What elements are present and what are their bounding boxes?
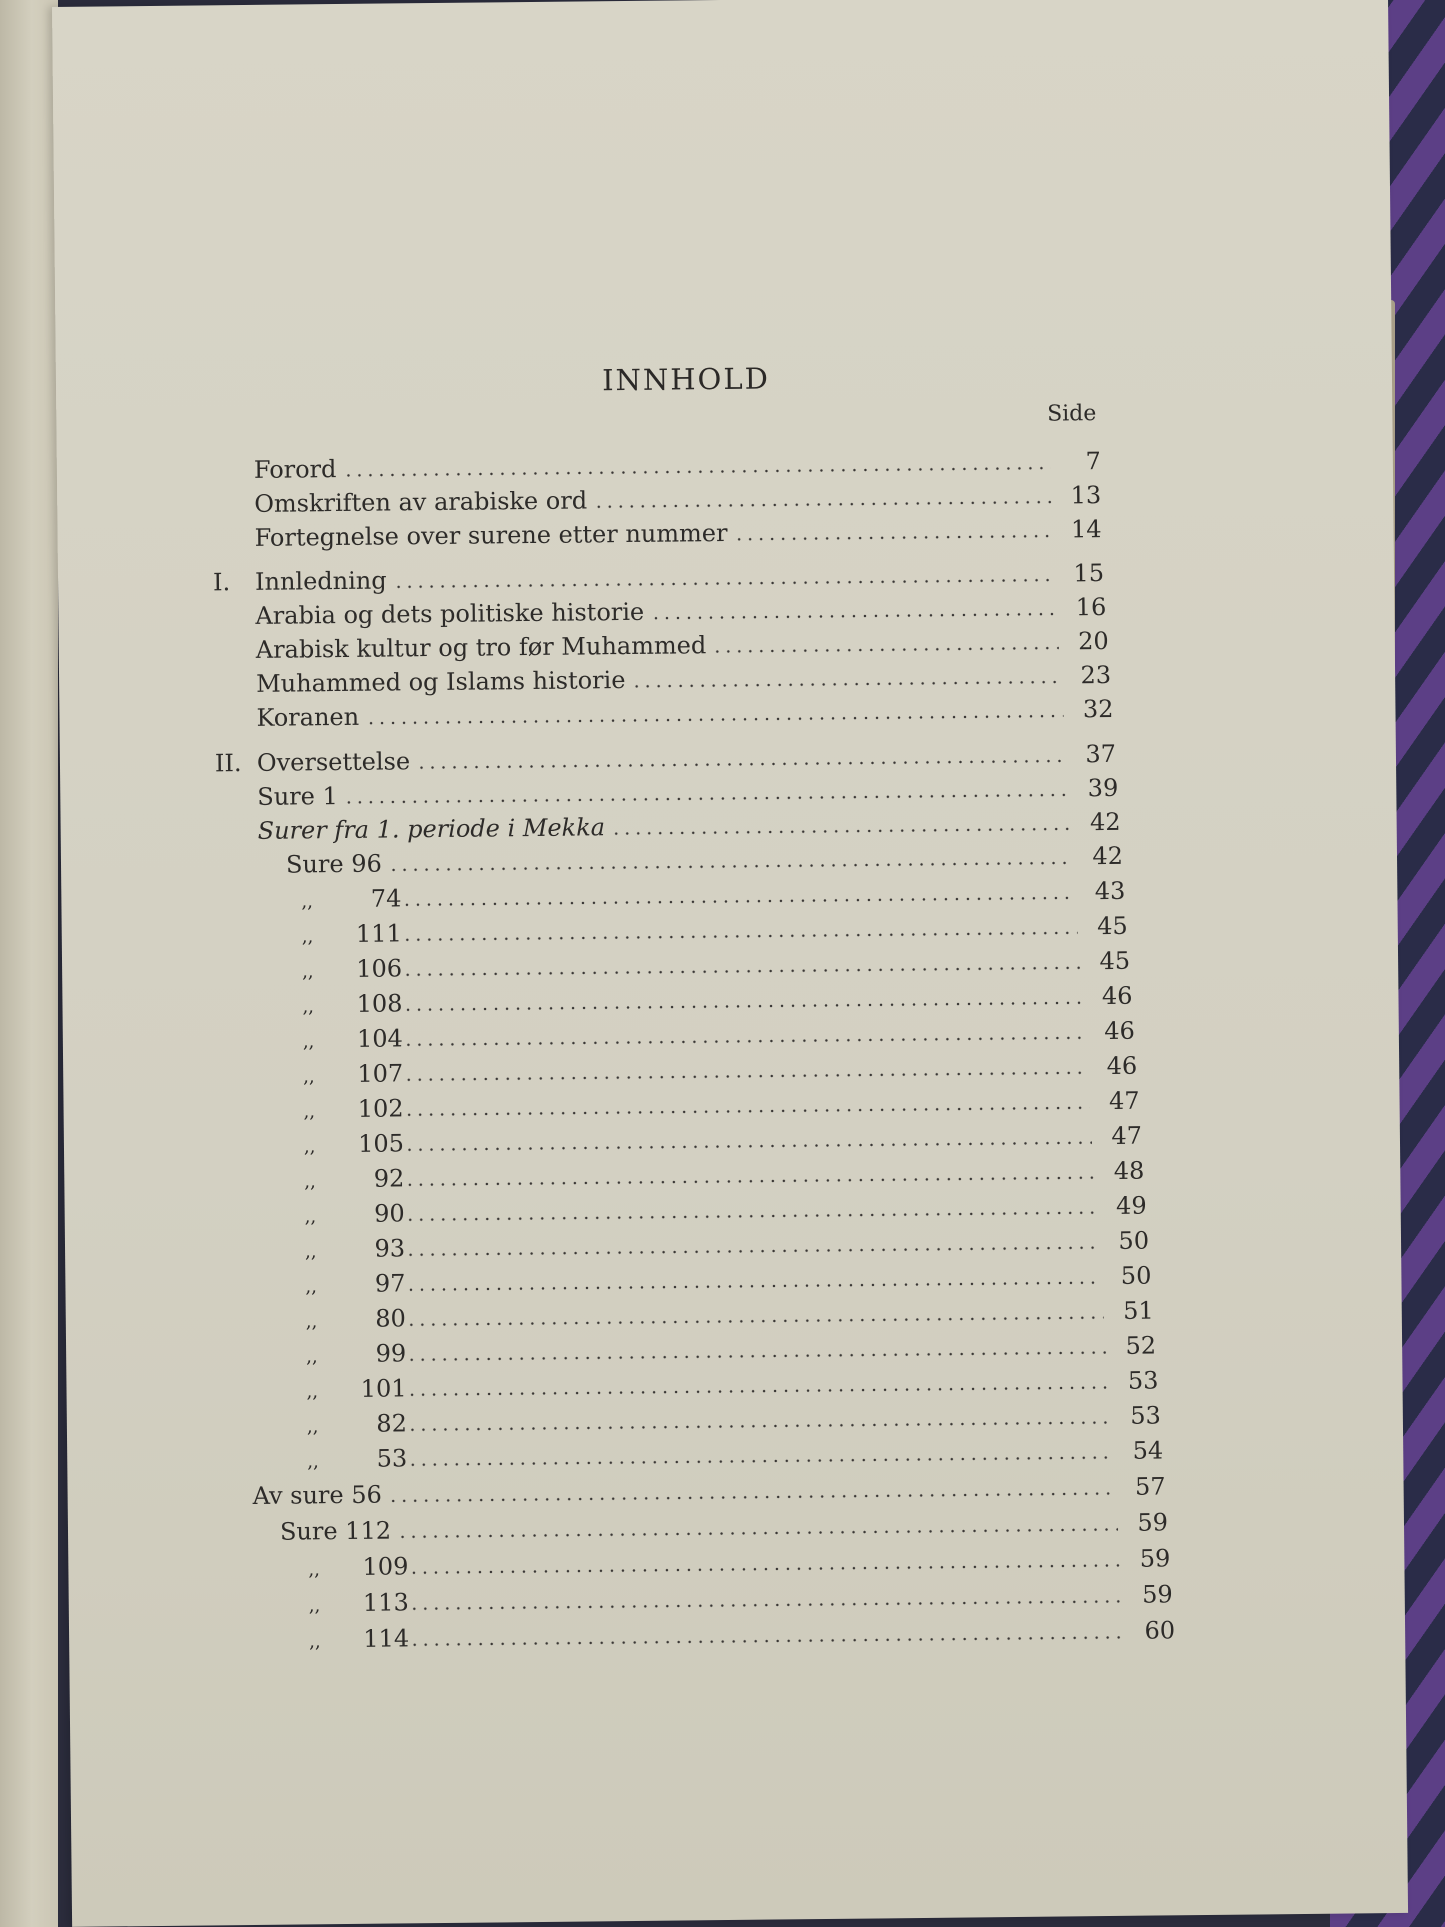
- sure-number: 93: [374, 1234, 406, 1263]
- ditto-mark: ,,: [308, 1559, 320, 1581]
- toc-row: [309, 1615, 1175, 1654]
- entry-label: Av sure 56: [252, 1480, 382, 1510]
- table-of-contents: [52, 0, 1408, 1927]
- toc-row: [306, 1331, 1156, 1370]
- toc-row: [254, 480, 1101, 519]
- page-number: 39: [1087, 773, 1119, 803]
- dot-leader: [409, 1599, 1123, 1609]
- page-number: 16: [1075, 592, 1107, 622]
- ditto-mark: ,,: [302, 1031, 315, 1053]
- page-number: 53: [1130, 1401, 1161, 1430]
- dot-leader: [593, 500, 1051, 508]
- dot-leader: [403, 1001, 1083, 1011]
- toc-row: [256, 626, 1109, 665]
- page-number: 51: [1123, 1296, 1154, 1325]
- ditto-mark: ,,: [306, 1416, 319, 1438]
- toc-row: [301, 876, 1125, 915]
- page-number: 15: [1073, 559, 1105, 588]
- toc-row: [257, 773, 1118, 812]
- sure-number: 113: [362, 1588, 409, 1617]
- sure-number: 104: [356, 1024, 404, 1053]
- entry-label: Oversettelse: [256, 747, 411, 777]
- page-number: 46: [1106, 1051, 1138, 1081]
- entry-label: Koranen: [256, 702, 360, 732]
- ditto-mark: ,,: [303, 1066, 315, 1088]
- section-number: II.: [214, 749, 242, 778]
- toc-row: [213, 558, 1104, 597]
- toc-row: [305, 1191, 1147, 1230]
- toc-row: [258, 807, 1121, 846]
- page-number: 48: [1113, 1156, 1145, 1185]
- sure-number: 92: [373, 1164, 405, 1193]
- entry-label: Surer fra 1. periode i Mekka: [257, 813, 606, 845]
- sure-number: 80: [375, 1304, 406, 1333]
- dot-leader: [393, 578, 1054, 588]
- dot-leader: [405, 1246, 1099, 1256]
- toc-row: [307, 1400, 1161, 1439]
- ditto-mark: ,,: [305, 1311, 318, 1333]
- dot-leader: [409, 1635, 1125, 1645]
- toc-row: [305, 1261, 1151, 1300]
- toc-row: [256, 694, 1113, 733]
- dot-leader: [403, 1036, 1085, 1046]
- entry-label: Fortegnelse over surene etter nummer: [254, 518, 728, 552]
- page-number: 57: [1134, 1472, 1166, 1501]
- page-number: 46: [1101, 981, 1133, 1011]
- toc-row: [255, 592, 1106, 631]
- entry-label: Muhammed og Islams historie: [255, 666, 626, 698]
- page-number: 45: [1097, 911, 1128, 941]
- ditto-mark: ,,: [302, 996, 315, 1018]
- toc-row: [303, 1051, 1137, 1090]
- ditto-mark: ,,: [306, 1346, 318, 1368]
- dot-leader: [404, 1141, 1092, 1151]
- page-number: 43: [1094, 876, 1126, 906]
- sure-number: 106: [356, 954, 403, 983]
- toc-row: [252, 1471, 1165, 1511]
- dot-leader: [406, 1351, 1106, 1361]
- sure-number: 90: [373, 1199, 405, 1228]
- dot-leader: [365, 714, 1063, 724]
- dot-leader: [416, 759, 1066, 769]
- page-number: 20: [1078, 626, 1109, 656]
- page-number: 59: [1142, 1580, 1173, 1609]
- toc-row: [215, 739, 1116, 778]
- ditto-mark: ,,: [309, 1631, 321, 1653]
- page-number: 45: [1099, 946, 1131, 976]
- dot-leader: [611, 827, 1071, 835]
- page-number: 50: [1120, 1261, 1152, 1290]
- ditto-mark: ,,: [303, 1101, 316, 1123]
- ditto-mark: ,,: [306, 1381, 319, 1403]
- page-number: 7: [1085, 447, 1101, 476]
- dot-leader: [401, 896, 1075, 906]
- toc-row: [304, 1156, 1144, 1195]
- ditto-mark: ,,: [302, 961, 314, 983]
- dot-leader: [403, 1071, 1087, 1081]
- dot-leader: [408, 1563, 1120, 1573]
- dot-leader: [406, 1316, 1104, 1326]
- page-number: 49: [1115, 1191, 1147, 1220]
- page-number: 50: [1118, 1226, 1150, 1255]
- toc-row: [302, 911, 1128, 950]
- page-title: INNHOLD: [601, 361, 771, 398]
- dot-leader: [734, 534, 1052, 540]
- ditto-mark: ,,: [303, 1136, 316, 1158]
- toc-row: [302, 981, 1132, 1020]
- dot-leader: [388, 861, 1073, 871]
- page-number: 14: [1070, 515, 1102, 544]
- entry-label: Arabia og dets politiske historie: [255, 597, 645, 630]
- book-spine: [0, 0, 58, 1927]
- ditto-mark: ,,: [304, 1241, 317, 1263]
- sure-number: 53: [376, 1444, 408, 1473]
- page-number: 46: [1104, 1016, 1135, 1046]
- toc-row: [286, 841, 1123, 880]
- book-page: [52, 0, 1408, 1927]
- dot-leader: [631, 680, 1061, 687]
- ditto-mark: ,,: [307, 1451, 319, 1473]
- sure-number: 114: [363, 1624, 410, 1653]
- sure-number: 99: [375, 1339, 407, 1368]
- toc-row: [304, 1121, 1142, 1160]
- sure-number: 97: [374, 1269, 406, 1298]
- entry-label: Sure 1: [257, 782, 338, 811]
- sure-number: 107: [357, 1059, 404, 1088]
- sure-number: 74: [370, 884, 402, 913]
- page-number: 13: [1070, 481, 1102, 510]
- section-number: I.: [212, 568, 231, 597]
- dot-leader: [407, 1386, 1109, 1396]
- ditto-mark: ,,: [305, 1276, 318, 1298]
- page-number: 59: [1137, 1508, 1169, 1537]
- dot-leader: [405, 1211, 1097, 1221]
- page-number: 37: [1085, 739, 1117, 769]
- toc-row: [309, 1579, 1173, 1618]
- page-number: 23: [1080, 660, 1112, 690]
- entry-label: Arabisk kultur og tro før Muhammed: [255, 631, 707, 664]
- entry-label: Sure 96: [285, 849, 382, 879]
- entry-label: Innledning: [254, 566, 387, 596]
- toc-row: [308, 1543, 1170, 1582]
- ditto-mark: ,,: [301, 926, 314, 948]
- sure-number: 109: [362, 1552, 409, 1581]
- entry-label: Omskriften av arabiske ord: [254, 486, 588, 518]
- page-number: 54: [1132, 1436, 1164, 1465]
- entry-label: Forord: [253, 455, 337, 484]
- dot-leader: [397, 1527, 1118, 1538]
- dot-leader: [650, 612, 1056, 619]
- ditto-mark: ,,: [308, 1595, 321, 1617]
- toc-row: [303, 1086, 1139, 1125]
- page-number: 60: [1144, 1616, 1176, 1645]
- page-number: 52: [1125, 1331, 1157, 1360]
- dot-leader: [407, 1455, 1113, 1465]
- entry-label: Sure 112: [279, 1516, 392, 1546]
- page-number: 59: [1139, 1544, 1171, 1573]
- toc-row: [256, 660, 1111, 699]
- dot-leader: [712, 646, 1059, 653]
- page-number: 42: [1092, 841, 1124, 871]
- sure-number: 101: [360, 1374, 407, 1403]
- dot-leader: [404, 1106, 1090, 1116]
- page-number: 42: [1089, 807, 1121, 837]
- dot-leader: [344, 793, 1069, 804]
- dot-leader: [402, 931, 1078, 941]
- toc-row: [254, 514, 1101, 553]
- dot-leader: [404, 1176, 1094, 1186]
- dot-leader: [402, 966, 1080, 976]
- sure-number: 108: [356, 989, 403, 1018]
- toc-row: [306, 1296, 1154, 1335]
- page-number: 47: [1108, 1086, 1140, 1115]
- sure-number: 111: [355, 919, 402, 948]
- toc-row: [280, 1507, 1168, 1546]
- ditto-mark: ,,: [301, 891, 313, 913]
- dot-leader: [407, 1420, 1111, 1430]
- toc-row: [305, 1226, 1149, 1265]
- toc-row: [307, 1435, 1163, 1474]
- sure-number: 105: [357, 1129, 405, 1158]
- page-number: 32: [1082, 694, 1114, 724]
- toc-row: [302, 946, 1130, 985]
- sure-number: 102: [357, 1094, 404, 1123]
- dot-leader: [342, 466, 1050, 476]
- sure-number: 82: [376, 1409, 408, 1438]
- page-column-heading: Side: [1047, 401, 1097, 427]
- dot-leader: [388, 1491, 1116, 1502]
- page-number: 53: [1127, 1366, 1159, 1395]
- toc-row: [306, 1365, 1158, 1404]
- page-number: 47: [1111, 1121, 1143, 1150]
- ditto-mark: ,,: [304, 1206, 317, 1228]
- toc-row: [303, 1016, 1135, 1055]
- toc-row: [254, 446, 1101, 485]
- dot-leader: [405, 1281, 1101, 1291]
- ditto-mark: ,,: [304, 1171, 316, 1193]
